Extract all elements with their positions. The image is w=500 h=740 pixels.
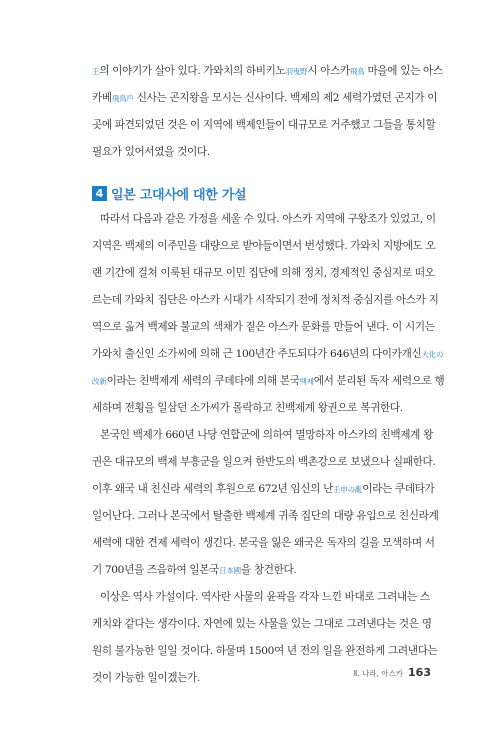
hanja-annotation: 壬申の亂: [332, 485, 363, 494]
body-text: 일어난다. 그러나 본국에서 탈출한 백제계 귀족 집단의 대량 유입으로 친신라계: [92, 510, 439, 522]
body-text: 지역은 백제의 이주민을 대량으로 받아들이면서 번성했다. 가와치 지방에도 오: [92, 240, 436, 252]
body-text: 이라는 쿠데타가: [362, 483, 435, 495]
body-text: 권은 대규모의 백제 부흥군을 일으켜 한반도의 백촌강으로 보냈으나 실패한다.: [92, 456, 436, 468]
text-line: [92, 482, 442, 497]
text-line: [100, 428, 450, 442]
body-text: 신사는 곤지왕을 모시는 신사이다. 백제의 제2 세력가였던 곤지가 이: [133, 92, 438, 104]
page-footer: [354, 666, 431, 679]
body-text: 케치와 같다는 생각이다. 자연에 있는 사물을 있는 그대로 그려낸다는 것은 영: [92, 618, 432, 630]
body-text: 곳에 파견되었던 것은 이 지역에 백제인들이 대규모로 거주했고 그들을 통치할: [92, 119, 436, 131]
text-line: [92, 644, 442, 658]
body-text: 본국인 백제가 660년 나당 연합군에 의하여 멸망하자 아스카의 친백제계 왕: [100, 429, 433, 441]
body-text: 시 아스카: [307, 65, 350, 77]
text-line: [92, 509, 442, 523]
text-line: [92, 320, 442, 334]
body-text: 원히 불가능한 일일 것이다. 하물며 1500여 년 전의 일을 완전하게 그려낸다는: [92, 645, 438, 657]
text-line: [92, 145, 442, 159]
text-line: [92, 64, 442, 79]
text-line: [92, 91, 442, 106]
body-text: 이라는 친백제계 세력의 쿠데타에 의해 본국: [106, 375, 300, 387]
text-line: [92, 401, 442, 415]
text-line: [92, 266, 442, 280]
text-line: [92, 455, 442, 469]
body-text: 이후 왜국 내 친신라 세력의 후원으로 672년 임신의 난: [92, 483, 333, 495]
text-line: [92, 293, 442, 307]
text-line: [100, 590, 450, 604]
text-line: [100, 212, 450, 226]
body-text: 세력에 대한 견제 세력이 생긴다. 본국을 잃은 왜국은 독자의 길을 모색하며 서: [92, 537, 435, 549]
running-chapter-title: Ⅱ. 나라, 아스카: [353, 669, 404, 678]
section-number-badge: 4: [92, 186, 107, 201]
body-text: 이상은 역사 가설이다. 역사란 사물의 윤곽을 각자 느낀 바대로 그려내는 스: [100, 591, 430, 603]
hanja-annotation: 羽曳野: [285, 67, 308, 76]
text-line: [92, 347, 442, 362]
hanja-annotation: 大化の: [421, 350, 444, 359]
body-text: 역으로 옮겨 백제와 불교의 색채가 짙은 아스카 문화를 만들어 낸다. 이 시기는: [92, 321, 435, 333]
text-line: [92, 239, 442, 253]
body-text: 가와치 출신인 소가씨에 의해 근 100년간 주도되다가 646년의 다이카개신: [92, 348, 422, 360]
body-text: 따라서 다음과 같은 가정을 세울 수 있다. 아스카 지역에 구왕조가 있었고, 이: [100, 213, 436, 225]
body-text: 의 이야기가 살아 있다. 가와치의 하비키노: [99, 65, 286, 77]
body-text: 세하며 전횡을 일삼던 소가씨가 몰락하고 친백제계 왕권으로 복귀한다.: [92, 402, 403, 414]
hanja-annotation: 飛鳥: [349, 67, 365, 76]
page-number: 163: [408, 666, 431, 679]
body-text: 필요가 있어서였을 것이다.: [92, 146, 210, 158]
body-text: 마을에 있는 아스: [364, 65, 443, 77]
body-text: 것이 가능한 일이겠는가.: [92, 672, 200, 684]
body-text: 기 700년을 즈음하여 일본국: [92, 564, 220, 576]
text-line: [92, 374, 445, 389]
body-text: 카베: [92, 92, 112, 104]
section-heading: [92, 184, 246, 203]
body-text: 랜 기간에 걸쳐 이룩된 대규모 이민 집단에 의해 정치, 경제적인 중심지로 떠오: [92, 267, 435, 279]
hanja-annotation: 飛鳥戶: [111, 94, 134, 103]
text-line: [92, 536, 442, 550]
hanja-annotation: 日本國: [219, 566, 241, 575]
text-line: [92, 563, 442, 578]
text-line: [92, 118, 442, 132]
body-text: 을 창건한다.: [240, 564, 297, 576]
body-text: 에서 분리된 독자 세력으로 행: [313, 375, 445, 387]
section-title: 일본 고대사에 대한 가설: [111, 188, 247, 203]
hanja-annotation: 백제: [299, 377, 314, 386]
hanja-annotation: 王: [92, 67, 100, 76]
text-line: [92, 617, 442, 631]
hanja-annotation: 改新: [92, 377, 107, 386]
body-text: 르는데 가와치 집단은 아스카 시대가 시작되기 전에 정치적 중심지를 아스카 지: [92, 294, 439, 306]
